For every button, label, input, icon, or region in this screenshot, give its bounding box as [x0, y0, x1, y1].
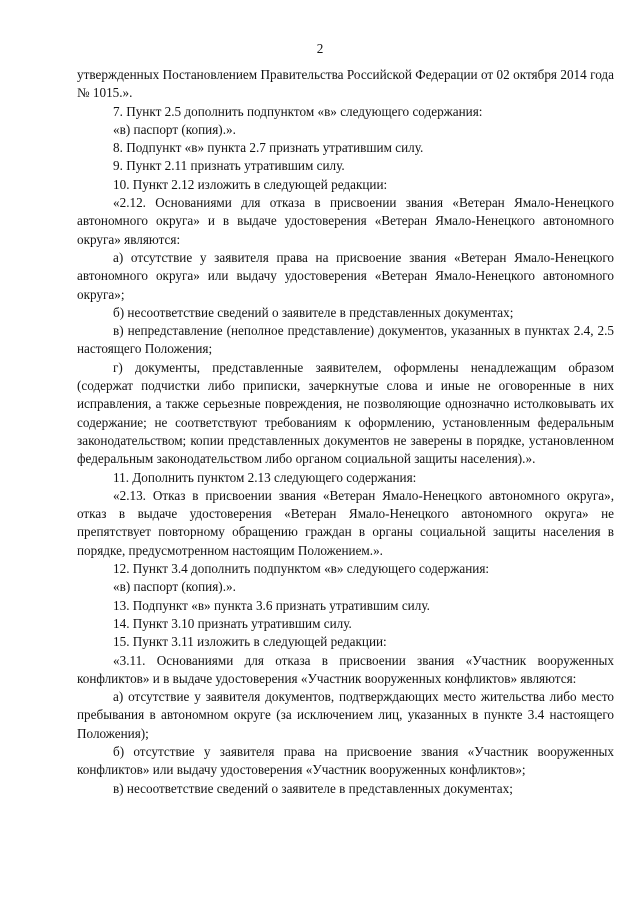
paragraph: утвержденных Постановлением Правительства Российской Федерации от 02 октября 2014 года № 1015.». — [77, 67, 614, 101]
paragraph: «3.11. Основаниями для отказа в присвоении звания «Участник вооруженных конфликтов» и в выдаче удостоверения «Участник вооруженных конфликтов» являются: — [77, 652, 614, 686]
paragraph: б) отсутствие у заявителя права на присвоение звания «Участник вооруженных конфликтов» или выдачу удостоверения «Участник вооруженных конфликтов»; — [77, 743, 614, 778]
document-body — [77, 66, 614, 798]
paragraph: а) отсутствие у заявителя права на присвоение звания «Ветеран Ямало-Ненецкого автономного округа» или выдачу удостоверения «Ветеран Ямало-Ненецкого автономного округа»; — [77, 249, 614, 302]
paragraph: «в) паспорт (копия).». — [113, 121, 236, 137]
paragraph: 14. Пункт 3.10 признать утратившим силу. — [113, 615, 352, 631]
paragraph: «2.13. Отказ в присвоении звания «Ветеран Ямало-Ненецкого автономного округа», отказ в выдаче удостоверения «Ветеран Ямало-Ненецкого автономного округа» не препятствует повторному обращению граждан в органы социальной защиты населения в порядке, предусмотренном настоящим Положением.». — [77, 487, 614, 558]
paragraph: а) отсутствие у заявителя документов, подтверждающих место жительства либо место пребывания в автономном округе (за исключением лиц, указанных в пункте 3.4 настоящего Положения); — [77, 689, 614, 741]
paragraph: 10. Пункт 2.12 изложить в следующей редакции: — [113, 176, 388, 192]
page-number: 2 — [316, 41, 324, 56]
paragraph: б) несоответствие сведений о заявителе в представленных документах; — [113, 304, 514, 320]
paragraph: 13. Подпункт «в» пункта 3.6 признать утратившим силу. — [113, 597, 430, 613]
paragraph: г) документы, представленные заявителем, оформлены ненадлежащим образом (содержат подчистки либо приписки, зачеркнутые слова и иные не оговоренные в них исправления, а также серьезные повреждения, не позволяющие однозначно истолковывать их содержание; не соответствуют требованиям к оформлению, установленным федеральным законодательством; копии представленных документов не заверены в порядке, установленном федеральным законодательством либо органом социальной защиты населения).». — [77, 359, 614, 467]
paragraph: 15. Пункт 3.11 изложить в следующей редакции: — [113, 634, 387, 650]
paragraph: «в) паспорт (копия).». — [113, 579, 236, 595]
paragraph: «2.12. Основаниями для отказа в присвоении звания «Ветеран Ямало-Ненецкого автономного округа» и в выдаче удостоверения «Ветеран Ямало-Ненецкого автономного округа» являются: — [77, 195, 614, 247]
paragraph: 9. Пункт 2.11 признать утратившим силу. — [113, 158, 345, 174]
paragraph: 11. Дополнить пунктом 2.13 следующего содержания: — [113, 469, 417, 485]
paragraph: 7. Пункт 2.5 дополнить подпунктом «в» следующего содержания: — [113, 103, 483, 119]
paragraph: в) непредставление (неполное представление) документов, указанных в пунктах 2.4, 2.5 настоящего Положения; — [77, 323, 614, 357]
paragraph: в) несоответствие сведений о заявителе в представленных документах; — [113, 780, 513, 796]
paragraph: 8. Подпункт «в» пункта 2.7 признать утратившим силу. — [113, 140, 424, 156]
paragraph: 12. Пункт 3.4 дополнить подпунктом «в» следующего содержания: — [113, 561, 490, 577]
